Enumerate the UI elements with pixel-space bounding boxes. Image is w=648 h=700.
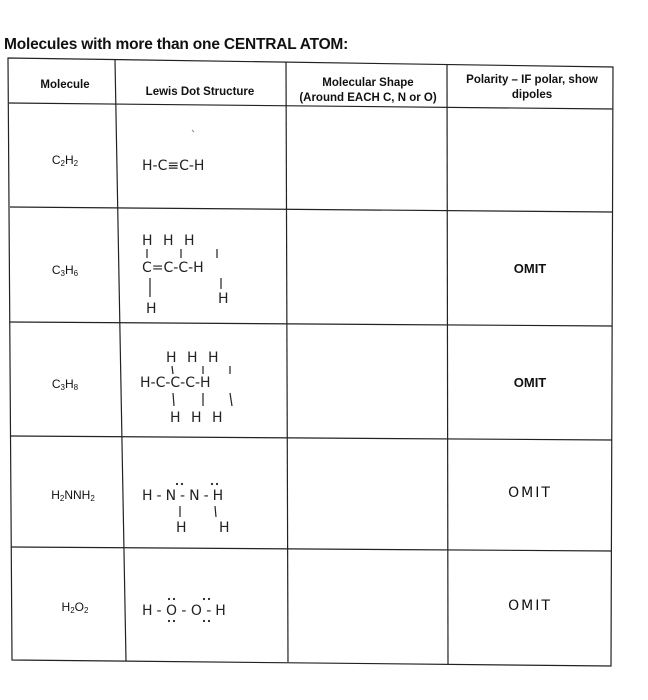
molecule-cell xyxy=(10,377,120,392)
header-lewis: Lewis Dot Structure xyxy=(145,86,255,98)
formula-sub: 3 xyxy=(60,383,65,392)
formula-part: H xyxy=(61,600,71,614)
lewis-text: H-N-N-H xyxy=(142,488,228,504)
header-molecule: Molecule xyxy=(40,79,90,91)
molecule-cell xyxy=(10,153,120,168)
formula-sub: 2 xyxy=(73,159,79,168)
formula-part: C xyxy=(51,153,61,167)
lewis-text: H H H xyxy=(170,410,226,426)
lewis-text: H H H xyxy=(166,350,222,366)
formula-part: H xyxy=(65,153,74,167)
formula-part: C xyxy=(51,377,61,391)
header-shape xyxy=(288,76,448,106)
lewis-text: C=C-C-H xyxy=(142,260,204,276)
polarity-cell: OMIT xyxy=(508,485,552,501)
bond-lines xyxy=(180,506,216,517)
formula-part: H xyxy=(65,263,74,277)
polarity-cell: OMIT xyxy=(513,375,547,390)
lewis-h2o2 xyxy=(126,575,286,645)
lewis-text: H xyxy=(146,301,157,317)
polarity-cell: OMIT xyxy=(508,598,552,614)
molecule-cell xyxy=(10,263,120,278)
header-shape-line2: (Around EACH C, N or O) xyxy=(299,92,437,104)
lewis-text: H-C-C-C-H xyxy=(140,375,211,391)
lewis-text: H H xyxy=(176,520,244,536)
header-polarity-line1: Polarity – IF polar, show xyxy=(466,74,598,86)
molecule-cell xyxy=(18,488,128,503)
formula-sub: 2 xyxy=(70,606,75,615)
formula-sub: 6 xyxy=(73,269,79,278)
lewis-text: H-O-O-H xyxy=(142,603,230,619)
formula-part: H xyxy=(65,377,74,391)
lewis-c2h2 xyxy=(126,110,286,210)
formula-sub: 2 xyxy=(59,494,65,503)
lewis-n2h4 xyxy=(126,460,286,540)
header-polarity xyxy=(452,73,612,103)
pencil-mark xyxy=(192,130,194,132)
formula-part: C xyxy=(51,263,61,277)
formula-sub: 3 xyxy=(60,269,65,278)
formula-sub: 2 xyxy=(90,494,95,503)
polarity-cell: OMIT xyxy=(513,261,547,276)
formula-sub: 8 xyxy=(73,383,79,392)
header-polarity-line2: dipoles xyxy=(511,89,553,101)
formula-sub: 2 xyxy=(60,159,65,168)
lewis-text: H xyxy=(218,291,229,307)
lewis-text: H H H xyxy=(142,233,198,249)
formula-part: O xyxy=(74,600,84,614)
lewis-text: H-C≡C-H xyxy=(142,158,205,174)
page-title: Molecules with more than one CENTRAL ATOM: xyxy=(4,36,349,53)
lone-pair-dots xyxy=(176,483,218,485)
formula-sub: 2 xyxy=(84,606,89,615)
lewis-c3h8 xyxy=(126,340,286,435)
molecule-cell xyxy=(20,600,130,615)
lewis-c3h6 xyxy=(126,225,286,325)
formula-part: NNH xyxy=(64,488,91,502)
header-shape-line1: Molecular Shape xyxy=(322,77,414,89)
formula-part: H xyxy=(51,488,60,502)
